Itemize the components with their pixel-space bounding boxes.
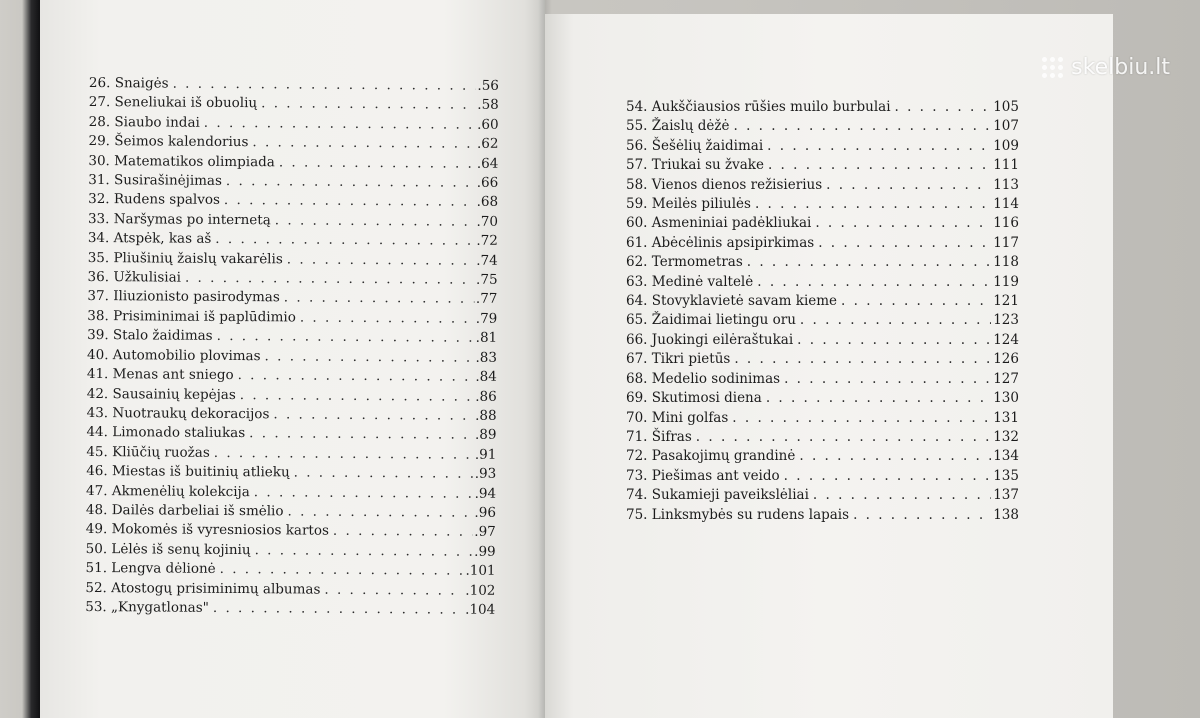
toc-entry: 68. Medelio sodinimas . . . 127 xyxy=(626,370,1019,389)
toc-entry: 63. Medinė valtelė . . . 119 xyxy=(626,273,1019,292)
toc-entry: 34. Atspėk, kas aš . . . .72 xyxy=(88,229,498,251)
skelbiu-watermark xyxy=(1042,55,1170,80)
toc-entry: 52. Atostogų prisiminimų albumas . . . .102 xyxy=(85,579,495,601)
toc-entry: 50. Lėlės iš senų kojinių . . . .99 xyxy=(86,540,496,562)
toc-entry: 62. Termometras . . . 118 xyxy=(626,253,1019,272)
toc-entry: 56. Šešėlių žaidimai . . . 109 xyxy=(626,137,1019,156)
toc-entry: 33. Naršymas po internetą . . . .70 xyxy=(88,210,498,232)
toc-entry: 54. Aukščiausios rūšies muilo burbulai . . . 105 xyxy=(626,98,1019,117)
toc-entry: 59. Meilės piliulės . . . 114 xyxy=(626,195,1019,214)
toc-entry: 55. Žaislų dėžė . . . 107 xyxy=(626,117,1019,136)
left-page xyxy=(40,0,545,718)
toc-entry: 48. Dailės darbeliai iš smėlio . . . .96 xyxy=(86,501,496,523)
toc-entry: 36. Užkulisiai . . . .75 xyxy=(88,268,498,290)
toc-entry: 57. Triukai su žvake . . . 111 xyxy=(626,156,1019,175)
toc-entry: 42. Sausainių kepėjas . . . .86 xyxy=(87,384,497,406)
toc-entry: 72. Pasakojimų grandinė . . . 134 xyxy=(626,447,1019,466)
toc-entry: 28. Siaubo indai . . . .60 xyxy=(89,113,499,135)
right-page xyxy=(545,14,1113,718)
toc-entry: 30. Matematikos olimpiada . . . .64 xyxy=(88,152,498,174)
toc-entry: 43. Nuotraukų dekoracijos . . . .88 xyxy=(87,404,497,426)
toc-entry: 73. Piešimas ant veido . . . 135 xyxy=(626,467,1019,486)
toc-entry: 38. Prisiminimai iš paplūdimio . . . .79 xyxy=(87,307,497,329)
toc-entry: 47. Akmenėlių kolekcija . . . .94 xyxy=(86,482,496,504)
dot-grid-logo-icon xyxy=(1042,57,1063,78)
toc-entry: 39. Stalo žaidimas . . . .81 xyxy=(87,326,497,348)
toc-entry: 61. Abėcėlinis apsipirkimas . . . 117 xyxy=(626,234,1019,253)
toc-right-list xyxy=(626,98,1019,525)
toc-entry: 37. Iliuzionisto pasirodymas . . . .77 xyxy=(87,287,497,309)
toc-entry: 67. Tikri pietūs . . . 126 xyxy=(626,350,1019,369)
toc-entry: 70. Mini golfas . . . 131 xyxy=(626,409,1019,428)
toc-entry: 60. Asmeniniai padėkliukai . . . 116 xyxy=(626,214,1019,233)
book-cover-edge xyxy=(0,0,40,718)
toc-entry: 53. „Knygatlonas" . . . .104 xyxy=(85,598,495,620)
toc-entry: 26. Snaigės . . . .56 xyxy=(89,74,499,96)
toc-entry: 58. Vienos dienos režisierius . . . 113 xyxy=(626,176,1019,195)
watermark-text: skelbiu.lt xyxy=(1071,55,1170,80)
toc-entry: 75. Linksmybės su rudens lapais . . . 138 xyxy=(626,506,1019,525)
toc-entry: 44. Limonado staliukas . . . .89 xyxy=(86,423,496,445)
toc-entry: 64. Stovyklavietė savam kieme . . . 121 xyxy=(626,292,1019,311)
toc-entry: 69. Skutimosi diena . . . 130 xyxy=(626,389,1019,408)
toc-entry: 49. Mokomės iš vyresniosios kartos . . . .97 xyxy=(86,520,496,542)
toc-entry: 27. Seneliukai iš obuolių . . . .58 xyxy=(89,93,499,115)
toc-entry: 40. Automobilio plovimas . . . .83 xyxy=(87,346,497,368)
toc-entry: 31. Susirašinėjimas . . . .66 xyxy=(88,171,498,193)
toc-entry: 66. Juokingi eilėraštukai . . . 124 xyxy=(626,331,1019,350)
toc-entry: 65. Žaidimai lietingu oru . . . 123 xyxy=(626,311,1019,330)
toc-entry: 46. Miestas iš buitinių atliekų . . . .93 xyxy=(86,462,496,484)
toc-entry: 45. Kliūčių ruožas . . . .91 xyxy=(86,443,496,465)
toc-entry: 74. Sukamieji paveikslėliai . . . 137 xyxy=(626,486,1019,505)
toc-left-list xyxy=(85,74,499,620)
toc-entry: 51. Lengva dėlionė . . . .101 xyxy=(85,559,495,581)
toc-entry: 35. Pliušinių žaislų vakarėlis . . . .74 xyxy=(88,249,498,271)
toc-entry: 32. Rudens spalvos . . . .68 xyxy=(88,190,498,212)
toc-entry: 29. Šeimos kalendorius . . . .62 xyxy=(88,132,498,154)
toc-entry: 71. Šifras . . . 132 xyxy=(626,428,1019,447)
toc-entry: 41. Menas ant sniego . . . .84 xyxy=(87,365,497,387)
